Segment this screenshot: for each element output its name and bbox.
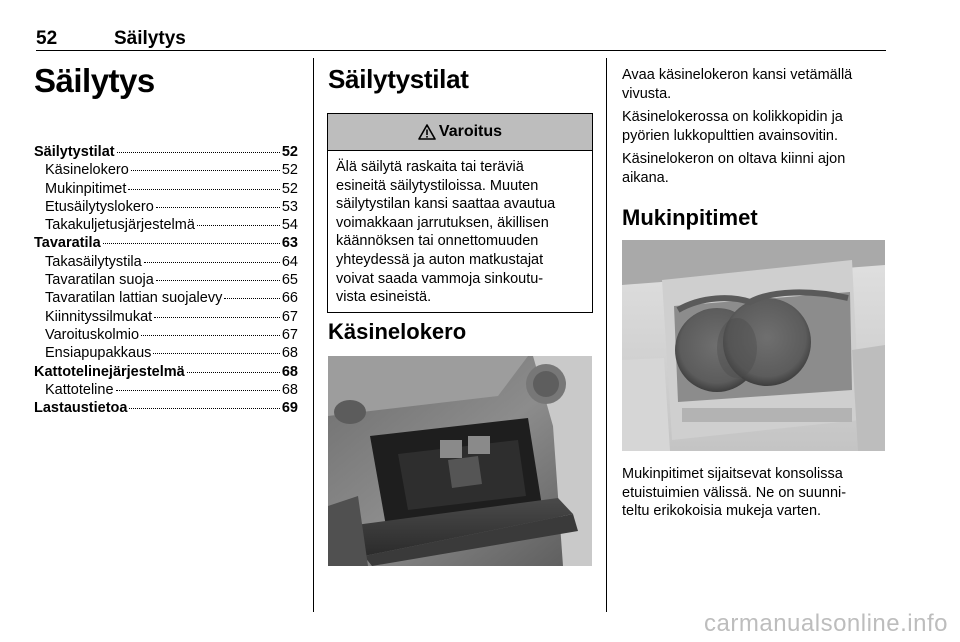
toc-entry-page: 63 xyxy=(281,235,298,252)
toc-entry-label: Kiinnityssilmukat xyxy=(45,308,153,325)
toc-leader-dots xyxy=(129,408,279,409)
toc-leader-dots xyxy=(154,317,280,318)
warning-line: säilytystilan kansi saattaa avautua xyxy=(336,196,556,213)
warning-box xyxy=(327,113,593,313)
toc-entry xyxy=(34,400,298,418)
warning-line: voimakkaan jarrutuksen, äkillisen xyxy=(336,214,549,231)
toc-entry xyxy=(34,162,298,180)
toc-entry-label: Käsinelokero xyxy=(45,162,129,179)
toc-entry-page: 69 xyxy=(281,400,298,417)
toc-entry-page: 65 xyxy=(281,272,298,289)
text-line: Käsinelokeron on oltava kiinni ajon xyxy=(622,151,846,167)
toc-entry-label: Etusäilytyslokero xyxy=(45,198,154,215)
page-number: 52 xyxy=(36,28,58,49)
toc-entry-label: Varoituskolmio xyxy=(45,326,140,343)
toc-entry-page: 66 xyxy=(281,290,298,307)
toc-entry-page: 68 xyxy=(281,381,298,398)
section-title: Säilytystilat xyxy=(328,64,469,94)
warning-line: vista esineistä. xyxy=(336,289,432,306)
text-line: teltu erikokoisia mukeja varten. xyxy=(622,503,822,520)
warning-text xyxy=(328,151,592,307)
toc-entry-label: Lastaustietoa xyxy=(34,400,128,417)
toc-entry-page: 52 xyxy=(281,162,298,179)
header-rule xyxy=(36,50,886,51)
toc-entry xyxy=(34,309,298,327)
glovebox-paragraph-2 xyxy=(622,108,888,145)
toc-entry-label: Takasäilytystila xyxy=(45,253,142,270)
toc-entry xyxy=(34,217,298,235)
warning-line: esineitä säilytystiloissa. Muuten xyxy=(336,177,539,194)
toc-leader-dots xyxy=(144,262,280,263)
toc-leader-dots xyxy=(141,335,280,336)
text-line: vivusta. xyxy=(622,85,672,102)
toc-entry-page: 67 xyxy=(281,308,298,325)
text-line: etuistuimien välissä. Ne on suunni- xyxy=(622,484,847,501)
toc-leader-dots xyxy=(116,390,280,391)
toc-leader-dots xyxy=(156,207,280,208)
toc-entry-label: Tavaratila xyxy=(34,235,101,252)
toc-entry xyxy=(34,290,298,308)
text-line: pyörien lukkopulttien avainsovitin. xyxy=(622,127,839,144)
warning-triangle-icon xyxy=(418,124,436,140)
glovebox-paragraph-3 xyxy=(622,150,888,187)
toc-entry-page: 53 xyxy=(281,198,298,215)
toc-leader-dots xyxy=(103,243,280,244)
glovebox-title: Käsinelokero xyxy=(328,319,467,344)
warning-line: käännöksen tai onnettomuuden xyxy=(336,233,539,250)
warning-line: voivat saada vammoja sinkoutu- xyxy=(336,270,544,287)
toc-leader-dots xyxy=(197,225,280,226)
toc-entry xyxy=(34,382,298,400)
warning-header xyxy=(328,114,592,151)
warning-line: Älä säilytä raskaita tai teräviä xyxy=(336,159,524,175)
column-divider-1 xyxy=(313,58,314,612)
toc-leader-dots xyxy=(128,189,279,190)
text-line: aikana. xyxy=(622,169,669,186)
chapter-title: Säilytys xyxy=(34,62,155,99)
toc-leader-dots xyxy=(153,353,279,354)
toc-entry xyxy=(34,181,298,199)
page-header xyxy=(36,28,886,52)
toc-entry xyxy=(34,254,298,272)
toc-entry-label: Takakuljetusjärjestelmä xyxy=(45,217,195,234)
toc-leader-dots xyxy=(224,298,280,299)
text-line: Avaa käsinelokeron kansi vetämällä xyxy=(622,67,853,83)
cupholders-title: Mukinpitimet xyxy=(622,205,758,230)
toc-leader-dots xyxy=(117,152,280,153)
toc-entry-label: Säilytystilat xyxy=(34,144,115,160)
column-divider-2 xyxy=(606,58,607,612)
toc-entry xyxy=(34,144,298,162)
toc-entry-page: 67 xyxy=(281,326,298,343)
toc-entry-label: Tavaratilan lattian suojalevy xyxy=(45,290,223,307)
toc-entry xyxy=(34,235,298,253)
toc-leader-dots xyxy=(131,170,280,171)
glovebox-photo xyxy=(328,356,592,566)
toc-entry-page: 52 xyxy=(281,144,298,160)
text-line: Käsinelokerossa on kolikkopidin ja xyxy=(622,109,843,125)
toc-entry-page: 52 xyxy=(281,180,298,197)
warning-label: Varoitus xyxy=(438,123,503,140)
toc-entry xyxy=(34,364,298,382)
glovebox-paragraph-1 xyxy=(622,66,888,103)
toc-entry-label: Kattoteline xyxy=(45,381,114,398)
cupholders-paragraph xyxy=(622,465,888,521)
toc-entry-page: 54 xyxy=(281,217,298,234)
toc-entry-label: Ensiapupakkaus xyxy=(45,345,152,362)
toc-entry xyxy=(34,199,298,217)
toc-entry-page: 68 xyxy=(281,345,298,362)
toc-leader-dots xyxy=(156,280,280,281)
text-line: Mukinpitimet sijaitsevat konsolissa xyxy=(622,466,843,482)
cupholder-photo xyxy=(622,240,885,451)
header-title: Säilytys xyxy=(114,28,186,49)
toc-entry-label: Tavaratilan suoja xyxy=(45,272,154,289)
toc-entry-label: Mukinpitimet xyxy=(45,180,127,197)
toc-entry-page: 68 xyxy=(281,363,298,380)
toc-leader-dots xyxy=(187,372,280,373)
toc-entry-page: 64 xyxy=(281,253,298,270)
table-of-contents xyxy=(34,144,298,418)
toc-entry xyxy=(34,327,298,345)
toc-entry xyxy=(34,345,298,363)
watermark: carmanualsonline.info xyxy=(704,610,948,637)
warning-line: yhteydessä ja auton matkustajat xyxy=(336,251,544,268)
toc-entry xyxy=(34,272,298,290)
toc-entry-label: Kattotelinejärjestelmä xyxy=(34,363,185,380)
